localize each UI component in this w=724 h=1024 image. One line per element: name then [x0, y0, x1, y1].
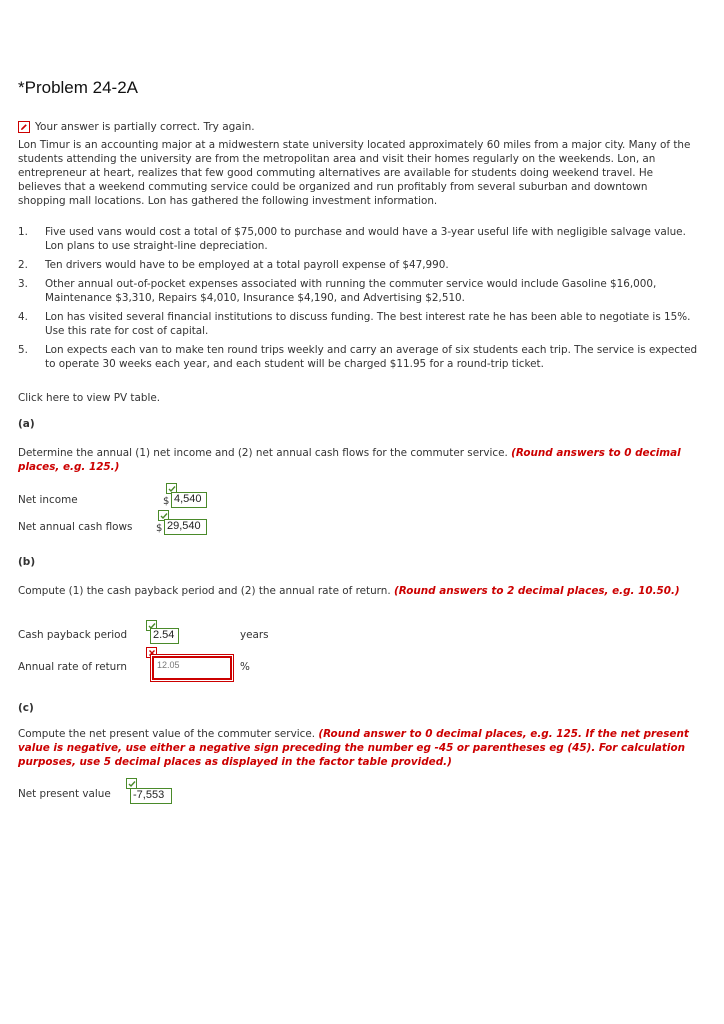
npv-label: Net present value [18, 788, 111, 800]
list-item: 1. Five used vans would cost a total of $75,000 to purchase and would have a 3-year useful life with negligible salvage value. Lon plans to use straight-line depreciation. [18, 226, 686, 252]
list-item: 5. Lon expects each van to make ten round trips weekly and carry an average of six students each trip. The service is expected to operate 30 weeks each year, and each student will be charged $11.95 for a round-trip ticket. [18, 344, 698, 370]
currency-symbol: $ [156, 523, 163, 534]
pencil-icon [18, 121, 30, 133]
problem-intro: Lon Timur is an accounting major at a midwestern state university located approximately 60 miles from a major city. Many of the students attending the university are from the metropolitan area and visit their homes regularly on the weekends. Lon, an entrepreneur at heart, realizes that few good commuting alternatives are available for students doing weekend travel. He believes that a weekend commuting service could be organized and run profitably from several suburban and downtown shopping mall locations. Lon has gathered the following investment information. [18, 139, 691, 207]
npv-input[interactable]: -7,553 [130, 788, 172, 804]
currency-symbol: $ [163, 496, 170, 507]
payback-label: Cash payback period [18, 629, 128, 641]
part-c-label: (c) [18, 702, 34, 714]
list-item: 2. Ten drivers would have to be employed at a total payroll expense of $47,990. [18, 259, 449, 271]
net-income-input[interactable]: 4,540 [171, 492, 207, 508]
arr-value: 12.05 [157, 660, 180, 670]
part-a-label: (a) [18, 418, 35, 430]
arr-unit: % [240, 661, 250, 673]
cash-flows-input[interactable]: 29,540 [164, 519, 207, 535]
net-income-label: Net income [18, 494, 78, 506]
list-item: 4. Lon has visited several financial institutions to discuss funding. The best interest rate he has been able to negotiate is 15%. Use this rate for cost of capital. [18, 311, 691, 337]
part-b-question: Compute (1) the cash payback period and (2) the annual rate of return. (Round answers to 2 decimal places, e.g. 10.50.) [18, 585, 680, 597]
status-text: Your answer is partially correct. Try again. [35, 121, 255, 133]
arr-input[interactable] [152, 656, 232, 680]
arr-label: Annual rate of return [18, 661, 127, 673]
pv-table-link[interactable]: Click here to view PV table. [18, 392, 161, 404]
list-item: 3. Other annual out-of-pocket expenses associated with running the commuter service would include Gasoline $16,000, Maintenance $3,310, Repairs $4,010, Insurance $4,190, and Advertising $2,510. [18, 278, 657, 304]
page-title: *Problem 24-2A [18, 78, 139, 97]
part-a-question: Determine the annual (1) net income and (2) net annual cash flows for the commuter service. (Round answers to 0 decimal places, e.g. 125.) [18, 447, 681, 473]
payback-unit: years [240, 629, 269, 641]
cash-flows-label: Net annual cash flows [18, 521, 133, 533]
part-b-label: (b) [18, 556, 36, 568]
answer-status [18, 121, 255, 133]
part-c-question: Compute the net present value of the commuter service. (Round answer to 0 decimal places, e.g. 125. If the net present value is negative, use either a negative sign preceding the number eg -45 or parentheses eg (45). For calculation purposes, use 5 decimal places as displayed in the factor table provided.) [18, 728, 689, 768]
info-list [18, 225, 698, 376]
payback-input[interactable]: 2.54 [150, 628, 179, 644]
